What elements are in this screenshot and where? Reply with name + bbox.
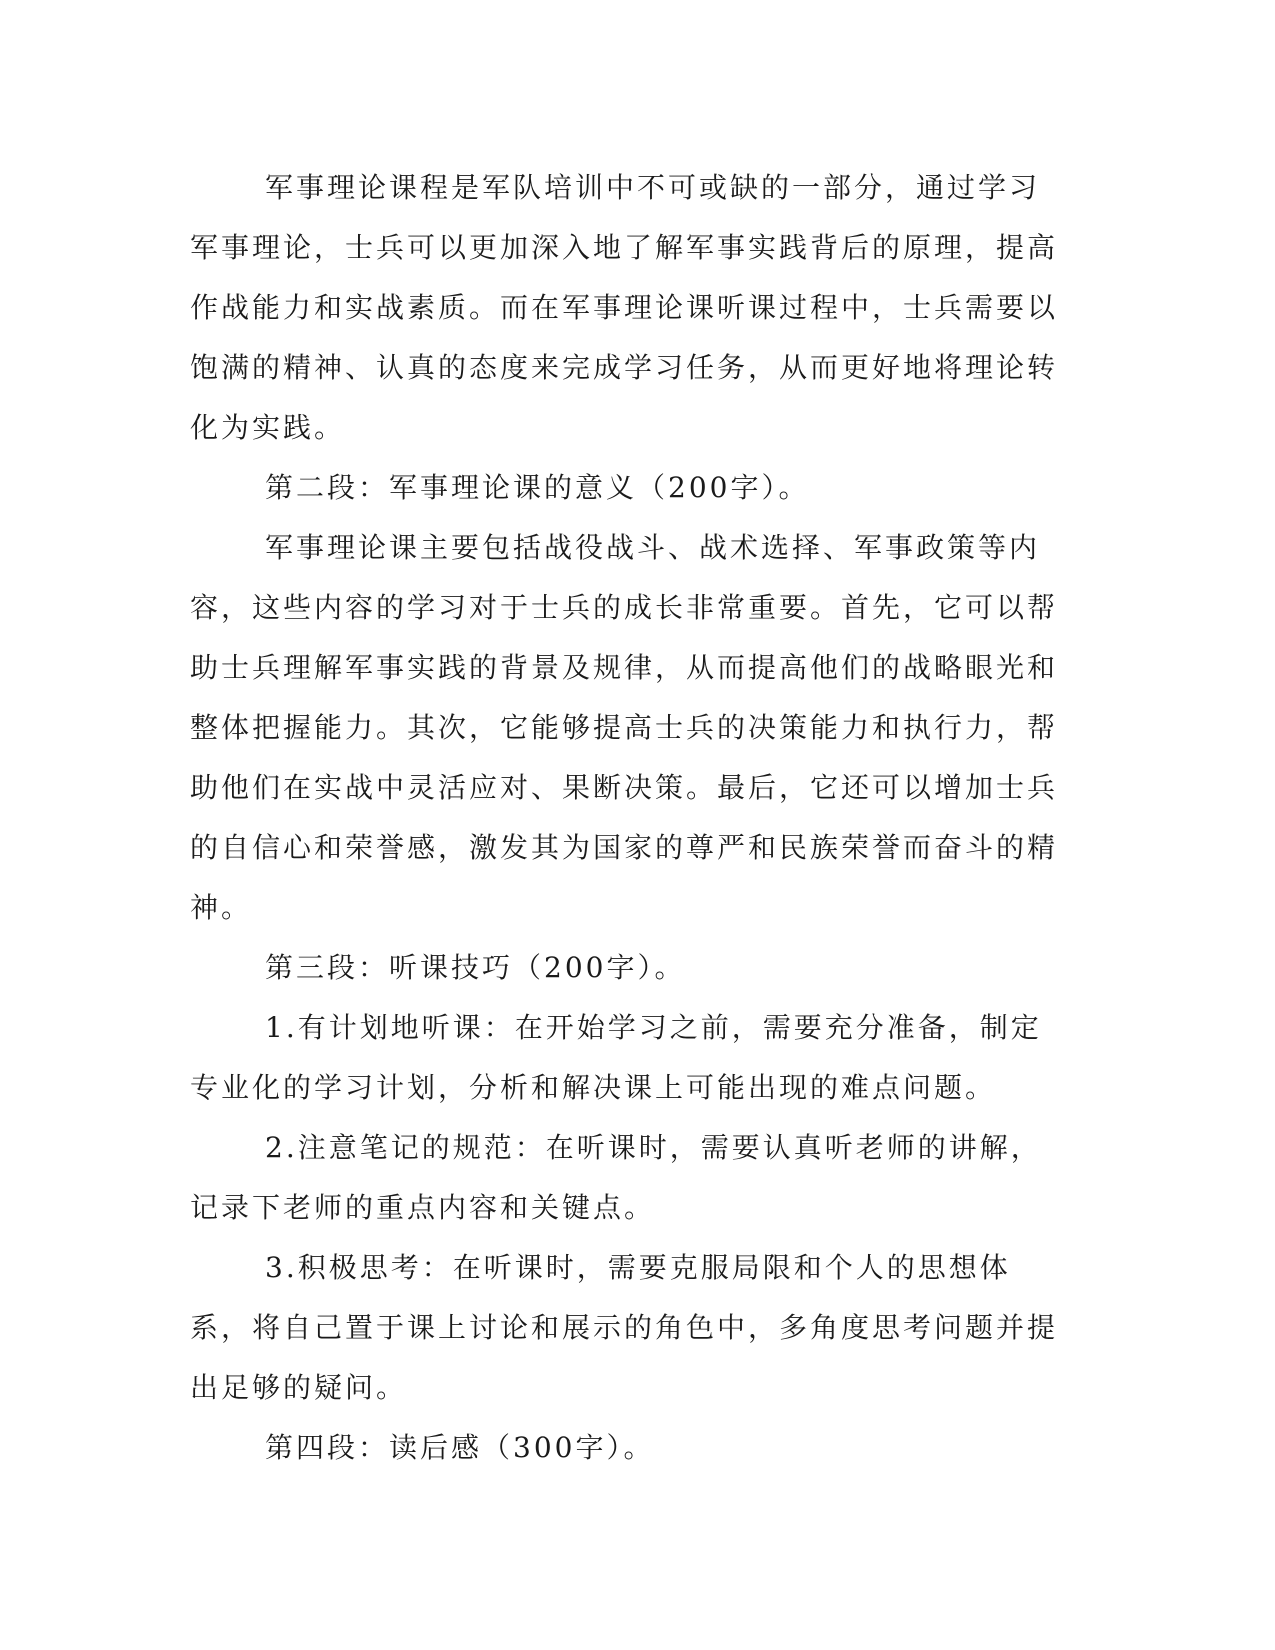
list-item-thinking: 3.积极思考：在听课时，需要克服局限和个人的思想体系，将自己置于课上讨论和展示的角色中，多角度思考问题并提出足够的疑问。 xyxy=(190,1251,1059,1404)
paragraph-significance: 军事理论课主要包括战役战斗、战术选择、军事政策等内容，这些内容的学习对于士兵的成长非常重要。首先，它可以帮助士兵理解军事实践的背景及规律，从而提高他们的战略眼光和整体把握能力。其次，它能够提高士兵的决策能力和执行力，帮助他们在实战中灵活应对、果断决策。最后，它还可以增加士兵的自信心和荣誉感，激发其为国家的尊严和民族荣誉而奋斗的精神。 xyxy=(190,531,1059,924)
section-heading-2: 第二段：军事理论课的意义（200字）。 xyxy=(265,471,810,504)
list-item-plan: 1.有计划地听课：在开始学习之前，需要充分准备，制定专业化的学习计划，分析和解决课上可能出现的难点问题。 xyxy=(190,1011,1042,1104)
paragraph-intro: 军事理论课程是军队培训中不可或缺的一部分，通过学习军事理论，士兵可以更加深入地了解军事实践背后的原理，提高作战能力和实战素质。而在军事理论课听课过程中，士兵需要以饱满的精神、认真的态度来完成学习任务，从而更好地将理论转化为实践。 xyxy=(190,171,1059,444)
document-body xyxy=(190,158,1070,1478)
section-heading-4: 第四段：读后感（300字）。 xyxy=(265,1431,655,1464)
section-heading-3: 第三段：听课技巧（200字）。 xyxy=(265,951,686,984)
list-item-notes: 2.注意笔记的规范：在听课时，需要认真听老师的讲解，记录下老师的重点内容和关键点。 xyxy=(190,1131,1042,1224)
